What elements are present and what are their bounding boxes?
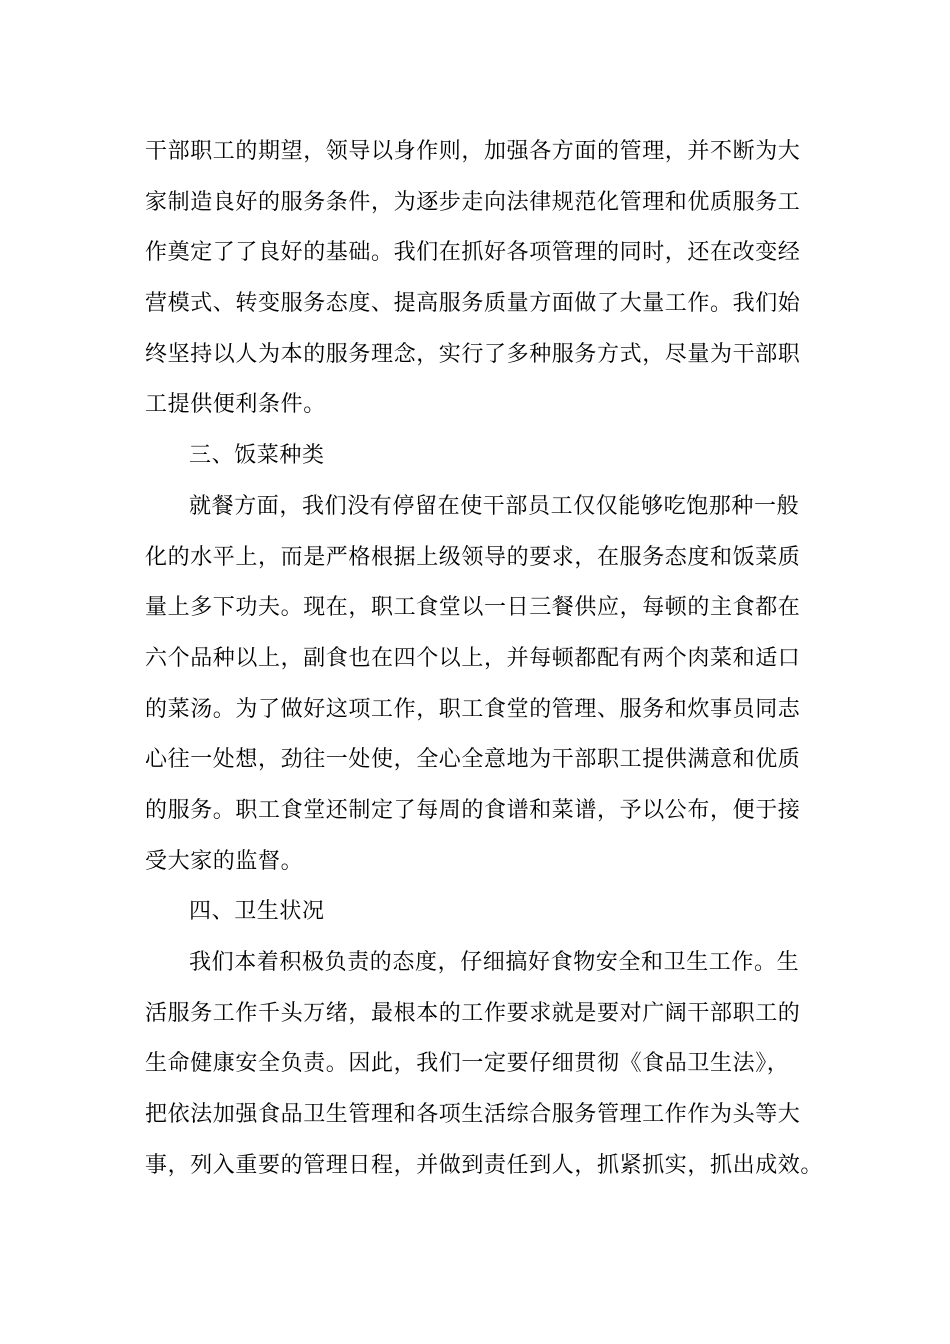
- text-line: 营模式、转变服务态度、提高服务质量方面做了大量工作。我们始: [145, 291, 801, 317]
- text-line: 六个品种以上，副食也在四个以上，并每顿都配有两个肉菜和适口: [145, 645, 801, 671]
- section-heading: 三、饭菜种类: [189, 443, 325, 469]
- text-line: 的菜汤。为了做好这项工作，职工食堂的管理、服务和炊事员同志: [145, 696, 801, 722]
- text-line: 把依法加强食品卫生管理和各项生活综合服务管理工作作为头等大: [145, 1102, 801, 1128]
- text-line: 作奠定了了良好的基础。我们在抓好各项管理的同时，还在改变经: [145, 240, 801, 266]
- text-line: 就餐方面，我们没有停留在使干部员工仅仅能够吃饱那种一般: [189, 493, 800, 519]
- text-line: 工提供便利条件。: [145, 392, 326, 418]
- text-line: 心往一处想，劲往一处使，全心全意地为干部职工提供满意和优质: [145, 747, 801, 773]
- text-line: 的服务。职工食堂还制定了每周的食谱和菜谱，予以公布，便于接: [145, 797, 801, 823]
- text-line: 化的水平上，而是严格根据上级领导的要求，在服务态度和饭菜质: [145, 544, 801, 570]
- text-line: 活服务工作千头万绪，最根本的工作要求就是要对广阔干部职工的: [145, 1000, 801, 1026]
- section-heading: 四、卫生状况: [189, 899, 325, 925]
- text-line: 家制造良好的服务条件，为逐步走向法律规范化管理和优质服务工: [145, 189, 801, 215]
- text-line: 我们本着积极负责的态度，仔细搞好食物安全和卫生工作。生: [189, 950, 800, 975]
- text-line: 干部职工的期望，领导以身作则，加强各方面的管理，并不断为大: [145, 139, 801, 164]
- text-line: 受大家的监督。: [145, 848, 304, 874]
- text-line: 终坚持以人为本的服务理念，实行了多种服务方式，尽量为干部职: [145, 341, 801, 367]
- text-line: 生命健康安全负责。因此，我们一定要仔细贯彻《食品卫生法》，: [145, 1051, 790, 1077]
- document-body: [145, 127, 825, 1191]
- text-line: 量上多下功夫。现在，职工食堂以一日三餐供应，每顿的主食都在: [145, 595, 801, 621]
- text-line: 事，列入重要的管理日程，并做到责任到人，抓紧抓实，抓出成效。: [145, 1152, 824, 1178]
